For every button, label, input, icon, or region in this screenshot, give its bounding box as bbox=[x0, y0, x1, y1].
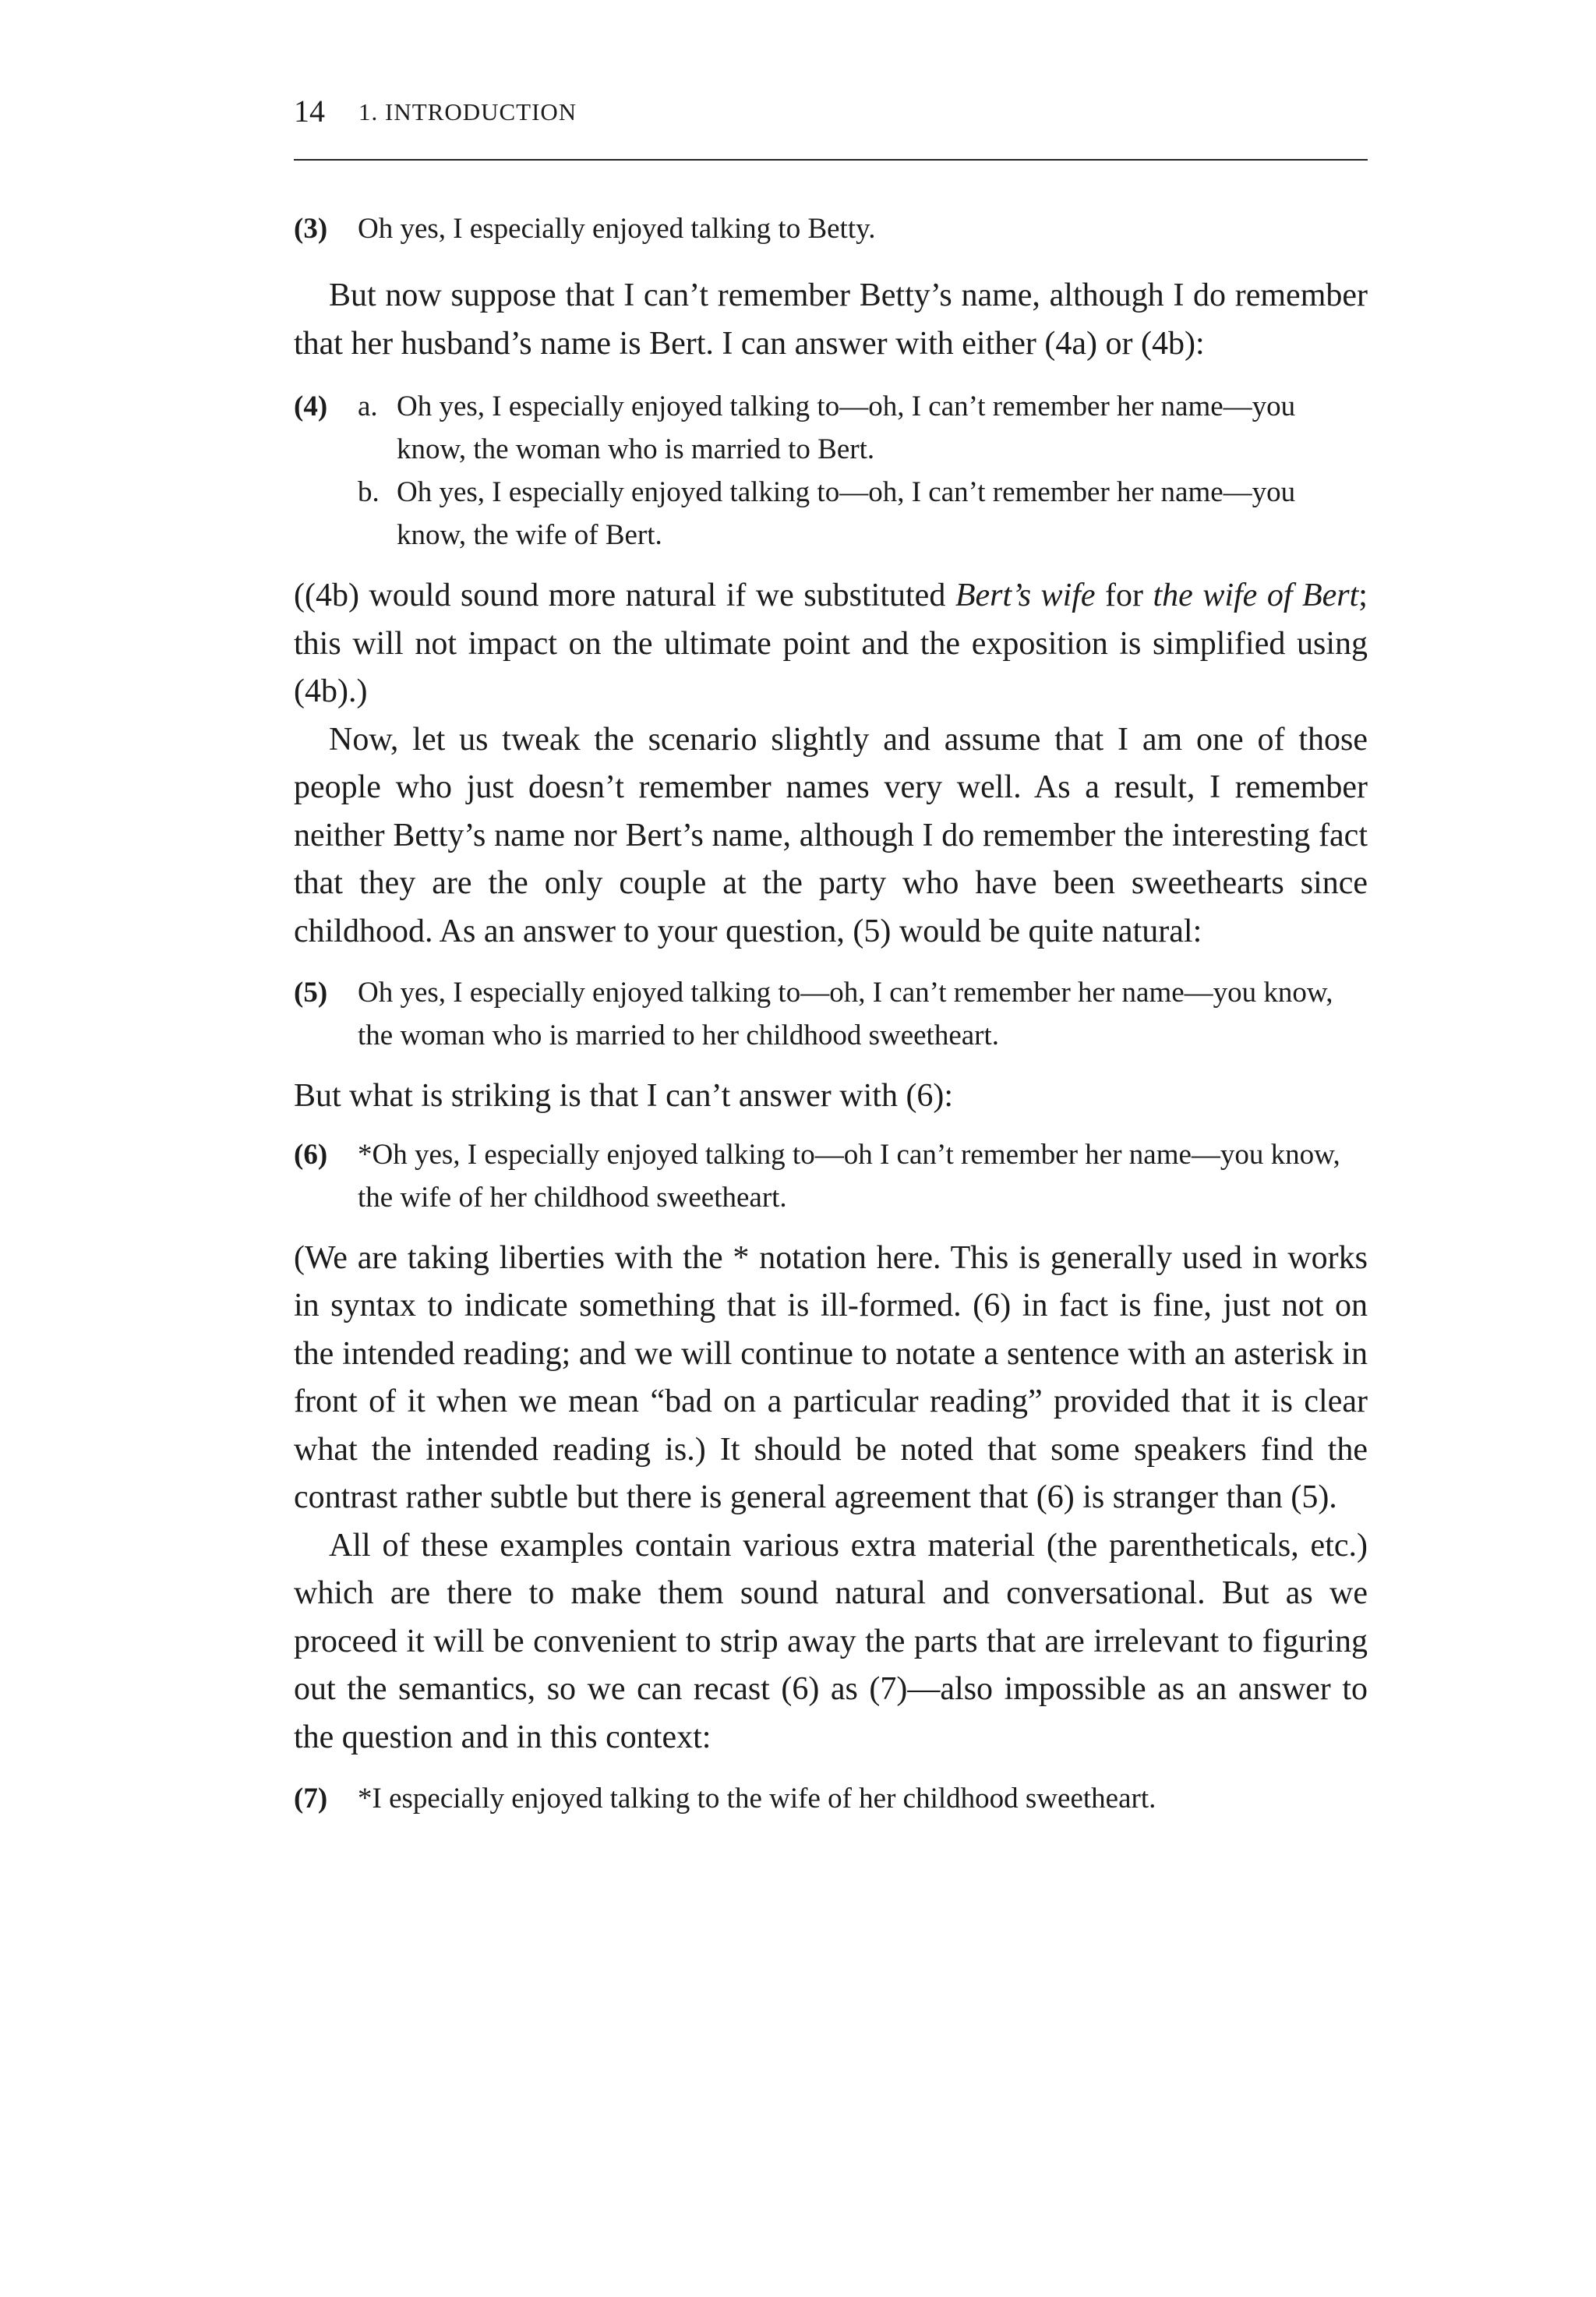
example-5 bbox=[294, 971, 1368, 1057]
example-text: Oh yes, I especially enjoyed talking to Betty. bbox=[358, 213, 876, 245]
example-number: (6) bbox=[294, 1138, 328, 1171]
example-4b bbox=[358, 471, 1368, 557]
chapter-title: 1. INTRODUCTION bbox=[358, 98, 577, 125]
sub-text: Oh yes, I especially enjoyed talking to—oh, I can’t remember her name—you know, the woman who is married to Bert. bbox=[397, 390, 1296, 465]
example-text: *Oh yes, I especially enjoyed talking to—oh I can’t remember her name—you know, the wife of her childhood sweetheart. bbox=[358, 1138, 1340, 1214]
paragraph: Now, let us tweak the scenario slightly and assume that I am one of those people who just doesn’t remember names very well. As a result, I remember neither Betty’s name nor Bert’s name, although I do remember the interesting fact that they are the only couple at the party who have been sweethearts since childhood. As an answer to your question, (5) would be quite natural: bbox=[294, 721, 1368, 949]
running-head bbox=[294, 92, 1368, 131]
example-number: (4) bbox=[294, 390, 328, 422]
paragraph bbox=[294, 572, 1368, 716]
sub-label: b. bbox=[358, 476, 380, 508]
paragraph: All of these examples contain various extra material (the parentheticals, etc.) which are there to make them sound natural and conversational. But as we proceed it will be convenient to strip away the parts that are irrelevant to figuring out the semantics, so we can recast (6) as (7)—also impossible as an answer to the question and in this context: bbox=[294, 1527, 1368, 1755]
text-run: ; this will not impact on the ultimate point and the exposition is simplified using (4b).) bbox=[294, 578, 1368, 709]
example-text: *I especially enjoyed talking to the wife of her childhood sweetheart. bbox=[358, 1783, 1156, 1815]
italic-run: Bert’s wife bbox=[955, 578, 1096, 613]
text-run: for bbox=[1095, 578, 1153, 613]
example-body bbox=[358, 385, 1368, 557]
page-body bbox=[294, 207, 1368, 1820]
sub-label: a. bbox=[358, 390, 378, 422]
example-4a bbox=[358, 385, 1368, 471]
example-3 bbox=[294, 207, 1368, 250]
example-number: (3) bbox=[294, 213, 328, 245]
header-rule bbox=[294, 159, 1368, 161]
paragraph: But now suppose that I can’t remember Betty’s name, although I do remember that her husband’s name is Bert. I can answer with either (4a) or (4b): bbox=[294, 277, 1368, 362]
text-run: ((4b) would sound more natural if we substituted bbox=[294, 578, 955, 613]
example-6 bbox=[294, 1133, 1368, 1219]
page-number: 14 bbox=[294, 94, 325, 129]
sub-text: Oh yes, I especially enjoyed talking to—oh, I can’t remember her name—you know, the wife of Bert. bbox=[397, 476, 1296, 551]
example-text: Oh yes, I especially enjoyed talking to—oh, I can’t remember her name—you know, the woman who is married to her childhood sweetheart. bbox=[358, 977, 1333, 1051]
italic-run: the wife of Bert bbox=[1153, 578, 1359, 613]
example-7 bbox=[294, 1777, 1368, 1820]
paragraph: But what is striking is that I can’t answer with (6): bbox=[294, 1078, 954, 1114]
paragraph: (We are taking liberties with the * notation here. This is generally used in works in syntax to indicate something that is ill-formed. (6) in fact is fine, just not on the intended reading; and we will continue to notate a sentence with an asterisk in front of it when we mean “bad on a particular reading” provided that it is clear what the intended reading is.) It should be noted that some speakers find the contrast rather subtle but there is general agreement that (6) is stranger than (5). bbox=[294, 1239, 1368, 1515]
example-4 bbox=[294, 385, 1368, 557]
example-number: (7) bbox=[294, 1783, 328, 1815]
example-number: (5) bbox=[294, 977, 328, 1009]
